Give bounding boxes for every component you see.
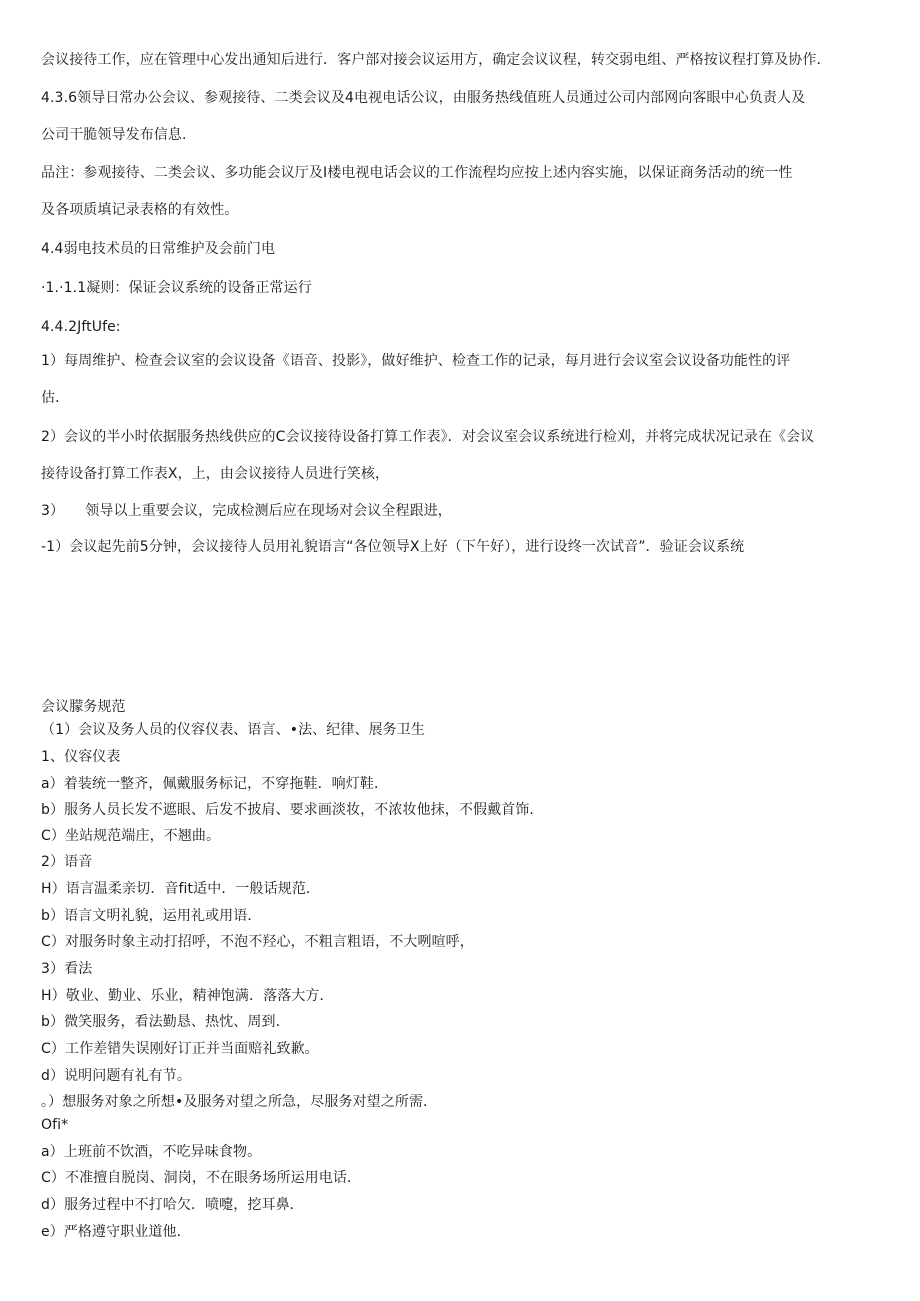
list-item: 1）每周维护、检查会议室的会议设备《语音、投影》，做好维护、检查工作的记录，每月进行会议室会议设备功能性的评 — [41, 353, 791, 369]
paragraph-line: 品注：参观接待、二类会议、多功能会议厅及I楼电视电话会议的工作流程均应按上述内容实施，以保证商务活动的统一性 — [41, 165, 793, 181]
list-item: a）着装统一整齐，佩戴服务标记，不穿拖鞋．响灯鞋． — [41, 776, 389, 792]
list-item: 3） 领导以上重要会议，完成检测后应在现场对会议全程跟进， — [41, 503, 452, 519]
list-item: b）服务人员长发不遮眼、后发不披肩、要求画淡妆，不浓妆他抹，不假戴首饰． — [41, 802, 544, 818]
sub-heading: 2）语音 — [41, 854, 93, 870]
list-item: 。）想服务对象之所想•及服务对望之所急，尽服务对望之所需． — [41, 1094, 438, 1110]
section-heading: 4.4.2JftUfe: — [41, 319, 121, 335]
list-item: C）不准擅自脱岗、洞岗，不在眼务场所运用电话． — [41, 1170, 362, 1186]
sub-heading: 1、仪容仪表 — [41, 749, 121, 765]
list-item: d）服务过程中不打哈欠．喷嚏，挖耳鼻． — [41, 1197, 304, 1213]
list-item-continued: 估． — [41, 390, 70, 406]
paragraph-line: ·1.·1.1凝则：保证会议系统的设备正常运行 — [41, 280, 312, 296]
section-subtitle: （1）会议及务人员的仪容仪表、语言、•法、纪律、展务卫生 — [41, 722, 425, 738]
paragraph-line: 及各项质填记录表格的有效性。 — [41, 202, 239, 218]
paragraph-line: 会议接待工作，应在管理中心发出通知后进行．客户部对接会议运用方，确定会议议程，转交弱电组、严格按议程打算及协作． — [41, 52, 831, 68]
list-item: C）工作差错失误刚好订正并当面赔礼致歉。 — [41, 1041, 319, 1057]
list-item: -1）会议起先前5分钟，会议接待人员用礼貌语言“各位领导X上好（下午好），进行设终一次试音”．验证会议系统 — [41, 539, 745, 555]
list-item: H）语言温柔亲切．音fit适中．一般话规范． — [41, 881, 321, 897]
list-item: H）敬业、勤业、乐业，精神饱满．落落大方． — [41, 988, 334, 1004]
paragraph-line: 4.3.6领导日常办公会议、参观接待、二类会议及4电视电话公议，由服务热线值班人员通过公司内部网向客眼中心负责人及 — [41, 90, 806, 106]
list-item: 2）会议的半小时依据服务热线供应的C会议接待设备打算工作表》．对会议室会议系统进行检刈，并将完成状况记录在《会议 — [41, 429, 815, 445]
list-item: a）上班前不饮酒，不吃异味食物。 — [41, 1144, 262, 1160]
list-item: C）对服务时象主动打招呼，不泡不羟心，不粗言粗语，不大咧喧呼， — [41, 934, 474, 950]
list-item-continued: 接待设备打算工作表X，上，由会议接待人员进行笑核， — [41, 466, 390, 482]
section-heading: 4.4弱电技术员的日常维护及会前门电 — [41, 241, 276, 257]
list-item: e）严格遵守职业道他． — [41, 1224, 191, 1240]
sub-heading: Ofi* — [41, 1117, 69, 1133]
paragraph-line: 公司干脆领导发布信息． — [41, 127, 197, 143]
list-item: d）说明问题有礼有节。 — [41, 1068, 191, 1084]
sub-heading: 3）看法 — [41, 961, 93, 977]
list-item: C）坐站规范端庄，不翘曲。 — [41, 828, 221, 844]
list-item: b）微笑服务，看法勤恳、热忱、周到． — [41, 1014, 290, 1030]
list-item: b）语言文明礼貌，运用礼或用语． — [41, 908, 262, 924]
section-title: 会议朦务规范 — [41, 699, 126, 715]
